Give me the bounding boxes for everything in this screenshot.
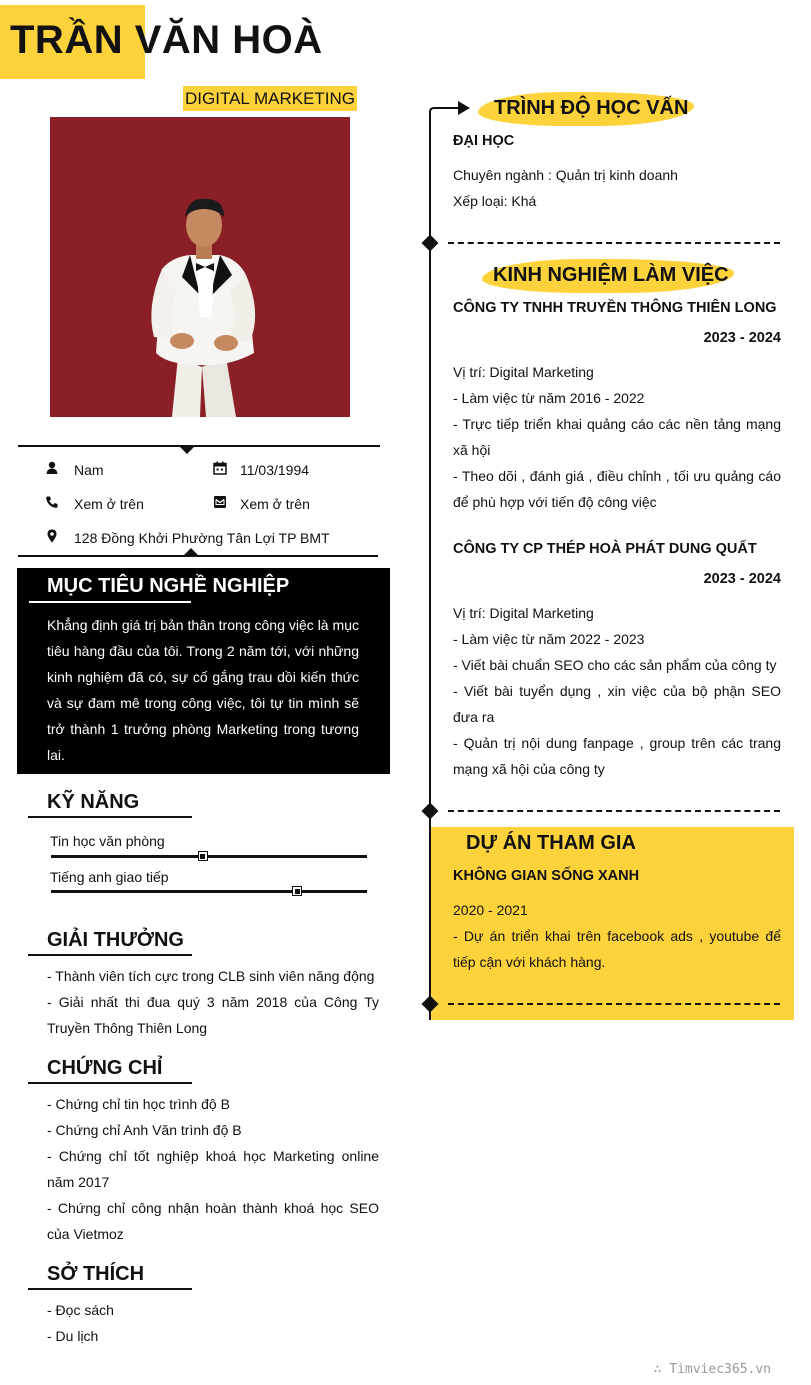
job-position: Vị trí: Digital Marketing <box>453 364 594 380</box>
list-item: - Viết bài chuẩn SEO cho các sản phẩm của công ty <box>453 657 777 673</box>
skill-level-knob <box>292 886 302 896</box>
projects-title: DỰ ÁN THAM GIA <box>466 832 636 854</box>
skill-level-knob <box>198 851 208 861</box>
skills-title-rule <box>28 816 192 818</box>
email-value: Xem ở trên <box>240 496 310 512</box>
certificates-title-rule <box>28 1082 192 1084</box>
user-icon <box>45 461 59 475</box>
experience-title: KINH NGHIỆM LÀM VIỆC <box>493 264 729 286</box>
project-description: - Dự án triển khai trên facebook ads , youtube để tiếp cận với khách hàng. <box>453 928 781 970</box>
education-level: ĐẠI HỌC <box>453 133 515 149</box>
company-name: CÔNG TY CP THÉP HOÀ PHÁT DUNG QUẤT <box>453 541 757 557</box>
skill-track-office <box>51 855 367 858</box>
candidate-name: TRẦN VĂN HOÀ <box>10 18 323 62</box>
birthday-value: 11/03/1994 <box>240 462 310 478</box>
phone-value: Xem ở trên <box>74 496 144 512</box>
gender-value: Nam <box>74 462 104 478</box>
list-item: - Theo dõi , đánh giá , điều chỉnh , tối ưu quảng cáo để phù hợp với tiến độ công việc <box>453 468 781 510</box>
list-item: - Làm việc từ năm 2016 - 2022 <box>453 390 645 406</box>
list-item: - Chứng chỉ tin học trình độ B <box>47 1096 230 1112</box>
person-portrait-illustration <box>50 117 350 417</box>
section-divider <box>448 242 780 244</box>
list-item: - Đọc sách <box>47 1302 114 1318</box>
job-years: 2023 - 2024 <box>703 330 781 346</box>
certificates-list <box>47 1091 379 1247</box>
company-name: CÔNG TY TNHH TRUYỀN THÔNG THIÊN LONG <box>453 300 777 316</box>
section-divider <box>448 1003 780 1005</box>
list-item: - Làm việc từ năm 2022 - 2023 <box>453 631 645 647</box>
objective-title-rule <box>29 601 191 603</box>
calendar-icon <box>213 461 227 475</box>
certificates-title: CHỨNG CHỈ <box>47 1057 163 1079</box>
job-years: 2023 - 2024 <box>703 571 781 587</box>
skill-label-office: Tin học văn phòng <box>50 833 165 849</box>
objective-title: MỤC TIÊU NGHỀ NGHIỆP <box>47 575 290 597</box>
skill-label-english: Tiếng anh giao tiếp <box>50 869 169 885</box>
list-item: - Trực tiếp triển khai quảng cáo các nền tảng mạng xã hội <box>453 416 781 458</box>
career-objective-section <box>17 568 390 774</box>
timeline-node <box>422 235 439 252</box>
awards-title: GIẢI THƯỞNG <box>47 929 184 951</box>
location-pin-icon <box>45 529 59 543</box>
job-title: DIGITAL MARKETING <box>183 86 357 111</box>
hobbies-title: SỞ THÍCH <box>47 1263 145 1285</box>
skills-title: KỸ NĂNG <box>47 791 140 813</box>
profile-photo <box>50 117 350 417</box>
education-major: Chuyên ngành : Quản trị kinh doanh <box>453 167 678 183</box>
section-divider <box>448 810 780 812</box>
watermark-text: Timviec365.vn <box>669 1362 771 1377</box>
info-top-rule <box>18 445 380 447</box>
info-top-pointer <box>179 446 195 454</box>
list-item: - Thành viên tích cực trong CLB sinh viên năng động <box>47 968 375 984</box>
job-details <box>453 600 781 782</box>
job-position: Vị trí: Digital Marketing <box>453 605 594 621</box>
project-years: 2020 - 2021 <box>453 902 528 918</box>
list-item: - Giải nhất thi đua quý 3 năm 2018 của Công Ty Truyền Thông Thiên Long <box>47 994 379 1036</box>
timeline-arrow-icon <box>428 98 474 124</box>
hobbies-title-rule <box>28 1288 192 1290</box>
list-item: - Chứng chỉ Anh Văn trình độ B <box>47 1122 242 1138</box>
objective-text: Khẳng định giá trị bản thân trong công việc là mục tiêu hàng đầu của tôi. Trong 2 năm tới, với những kinh nghiệm đã có, sự cố gắng trau dồi kiến thức và sự đam mê trong công việc, tôi tự tin mình sẽ trở thành 1 trưởng phòng Marketing trong tương lai. <box>47 617 359 763</box>
project-name: KHÔNG GIAN SỐNG XANH <box>453 868 640 884</box>
education-grade: Xếp loại: Khá <box>453 193 537 209</box>
awards-list <box>47 963 379 1041</box>
awards-title-rule <box>28 954 192 956</box>
education-title: TRÌNH ĐỘ HỌC VẤN <box>494 97 689 119</box>
info-bottom-rule <box>18 555 378 557</box>
list-item: - Du lịch <box>47 1328 99 1344</box>
phone-icon <box>45 495 59 509</box>
email-icon <box>213 495 227 509</box>
address-value: 128 Đồng Khởi Phường Tân Lợi TP BMT <box>74 530 330 546</box>
watermark: ∴ Timviec365.vn <box>653 1362 771 1377</box>
list-item: - Quản trị nội dung fanpage , group trên các trang mạng xã hội của công ty <box>453 735 781 777</box>
skill-track-english <box>51 890 367 893</box>
timeline-node <box>422 803 439 820</box>
job-details <box>453 359 781 515</box>
list-item: - Viết bài tuyển dụng , xin việc của bộ phận SEO đưa ra <box>453 683 781 725</box>
timeline-line <box>429 122 431 1020</box>
hobbies-list <box>47 1297 379 1349</box>
list-item: - Chứng chỉ tốt nghiệp khoá học Marketing online năm 2017 <box>47 1148 379 1190</box>
list-item: - Chứng chỉ công nhận hoàn thành khoá học SEO của Vietmoz <box>47 1200 379 1242</box>
